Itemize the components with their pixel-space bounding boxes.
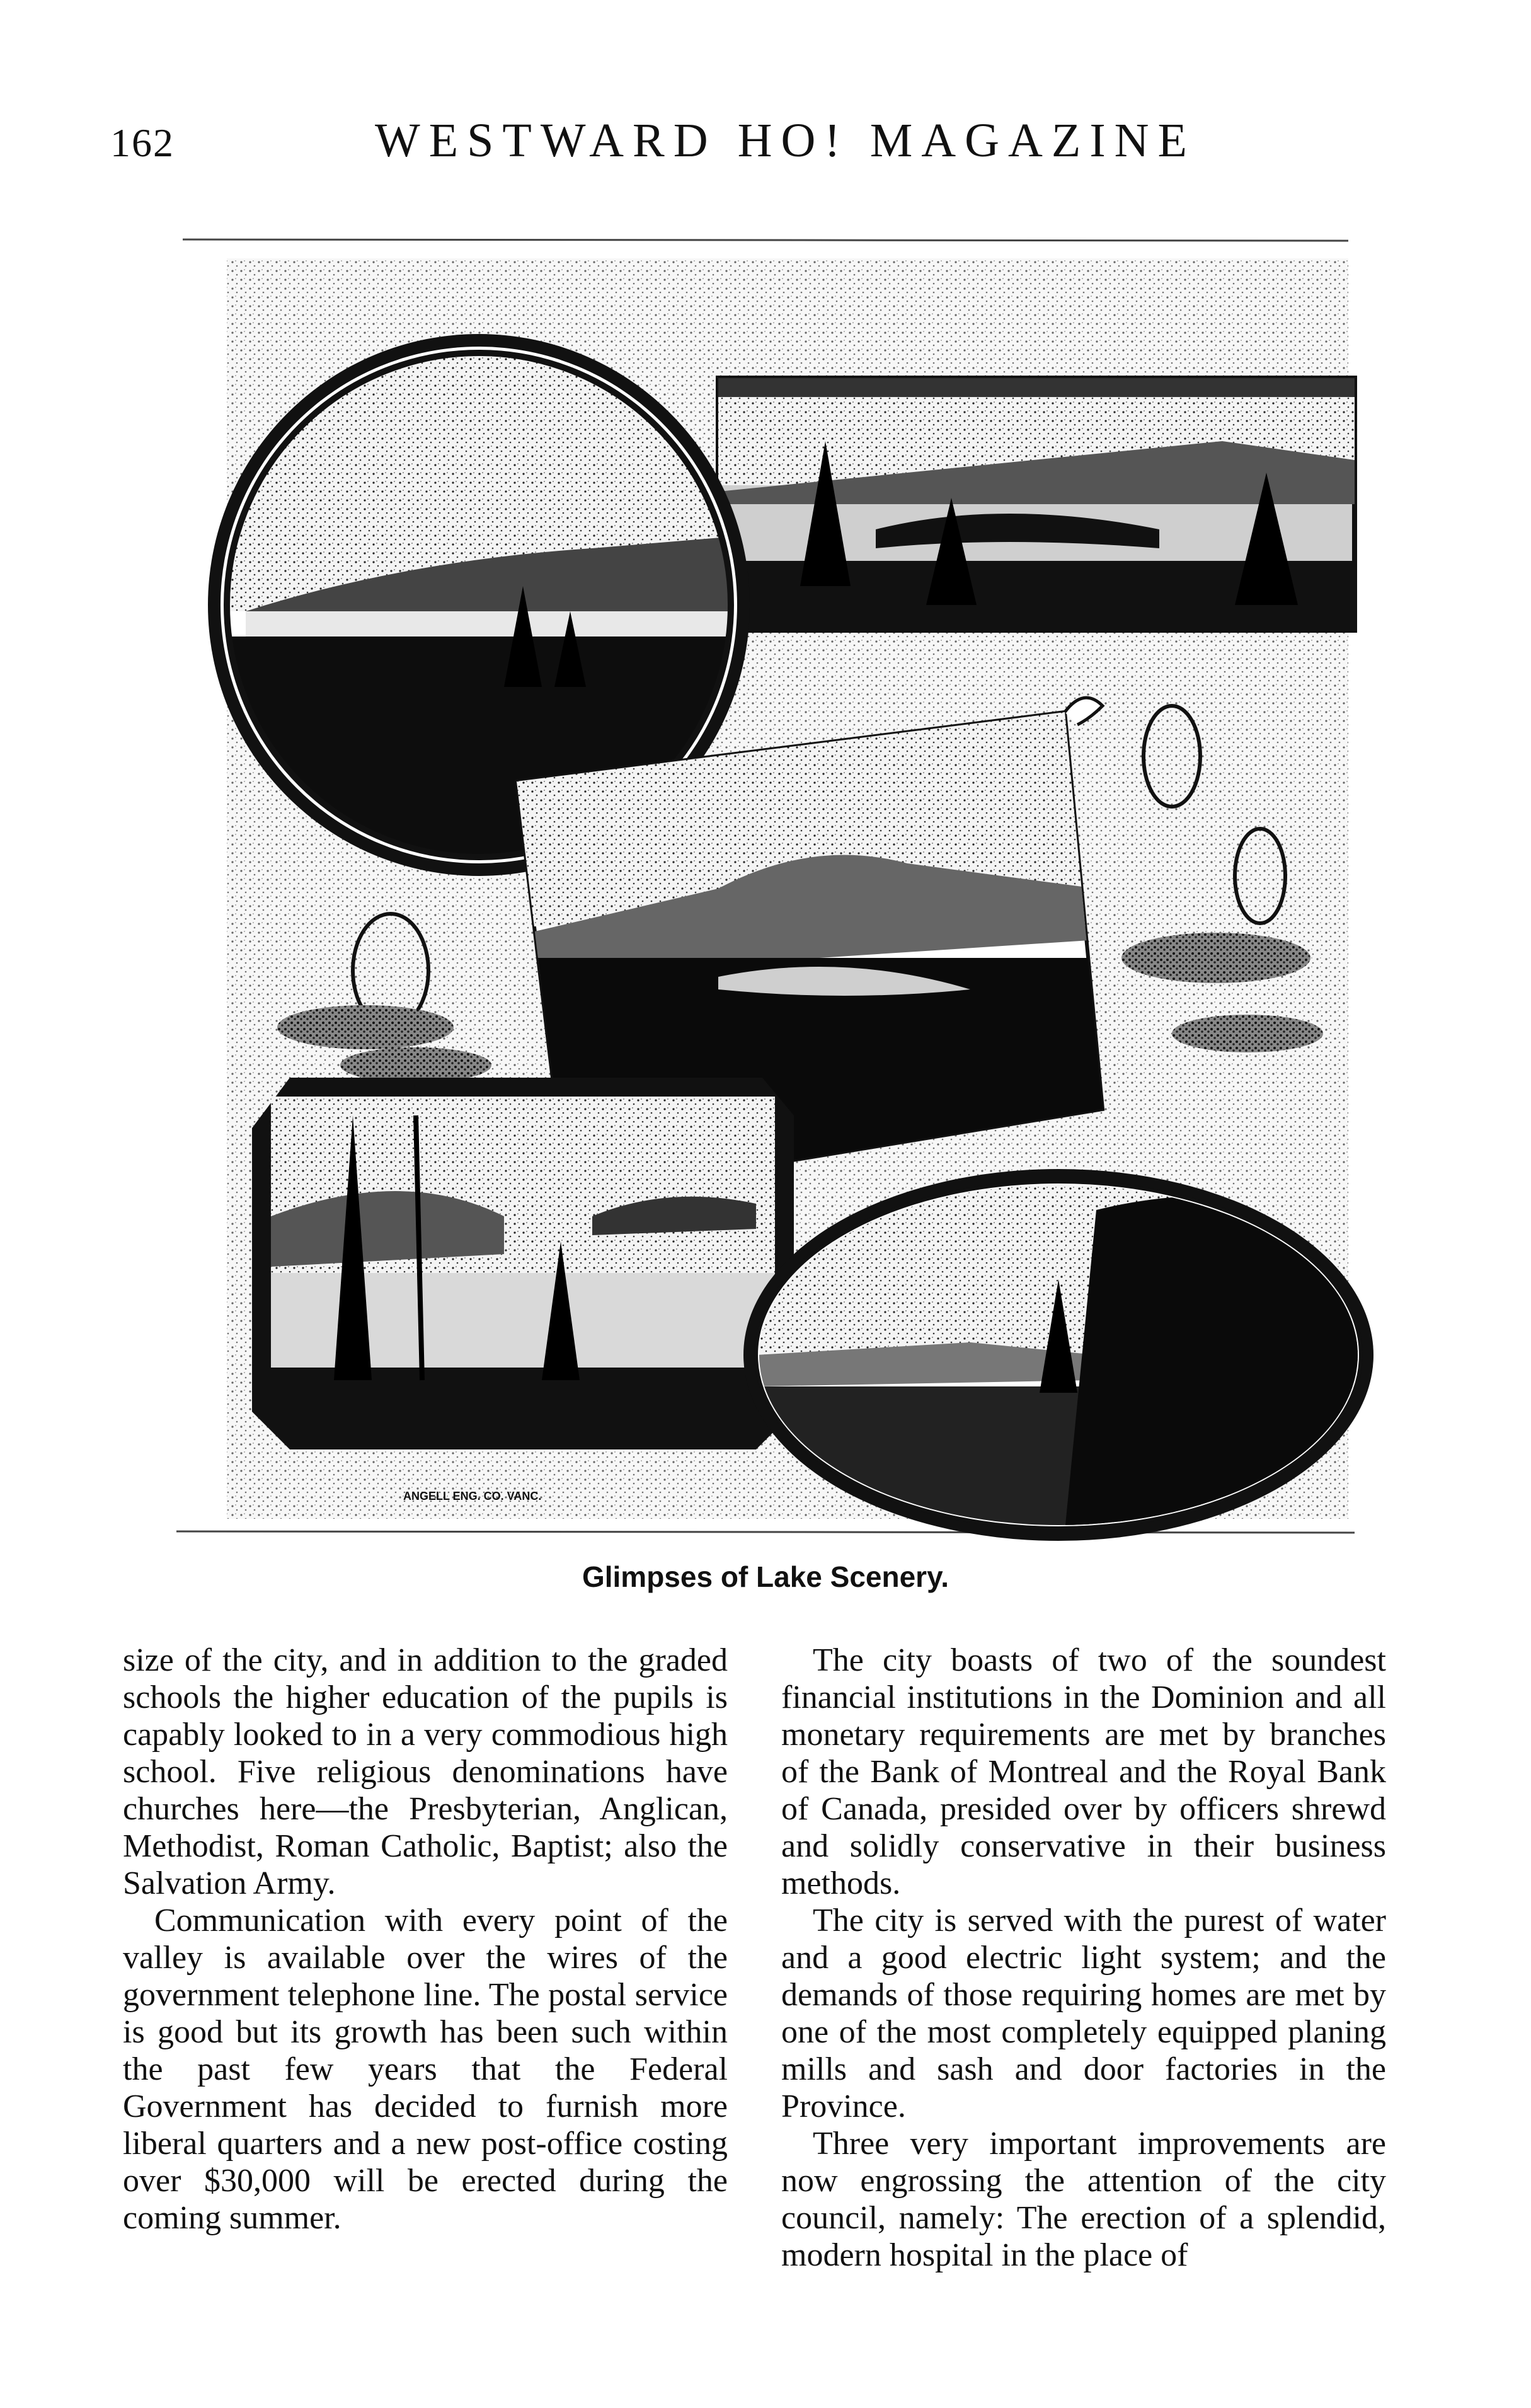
right-paragraph-2: The city is served with the purest of water and a good electric light system; and the demands of those requiring homes are met by one of the most completely equipped planing mills and sash and door factories in the Province. [781, 1903, 1386, 2124]
figure-caption: Glimpses of Lake Scenery. [582, 1560, 949, 1593]
lake-scenery-illustration [151, 233, 1380, 1544]
left-paragraph-2: Communication with every point of the valley is available over the wires of the government telephone line. The postal service is good but its growth has been such within the past few years that the Federal Government has decided to furnish more liberal quarters and a new post-office costing over $30,000 will be erected during the coming summer. [123, 1903, 728, 2236]
panorama-photo [718, 378, 1355, 630]
engraver-credit: ANGELL ENG. CO. VANC. [403, 1490, 542, 1502]
oval-photo [743, 1169, 1373, 1541]
right-paragraph-1: The city boasts of two of the soundest financial institutions in the Dominion and all monetary requirements are met by branches of the Bank of Montreal and the Royal Bank of Canada, presided over by officers shrewd and solidly conservative in their business methods. [781, 1642, 1386, 1901]
magazine-title: WESTWARD HO! MAGAZINE [375, 114, 1196, 167]
octagon-photo [252, 1078, 794, 1449]
left-paragraph-1: size of the city, and in addition to the graded schools the higher education of the pupils is capably looked to in a very commodious high school. Five religious denominations have churches here—the Presbyterian, Anglican, Methodist, Roman Catholic, Baptist; also the Salvation Army. [123, 1642, 728, 1901]
right-column [781, 1642, 1386, 2274]
left-column [123, 1642, 728, 2237]
page-header [110, 113, 1402, 176]
page-number: 162 [110, 120, 175, 165]
right-paragraph-3: Three very important improvements are now engrossing the attention of the city council, namely: The erection of a splendid, modern hospital in the place of [781, 2126, 1386, 2273]
